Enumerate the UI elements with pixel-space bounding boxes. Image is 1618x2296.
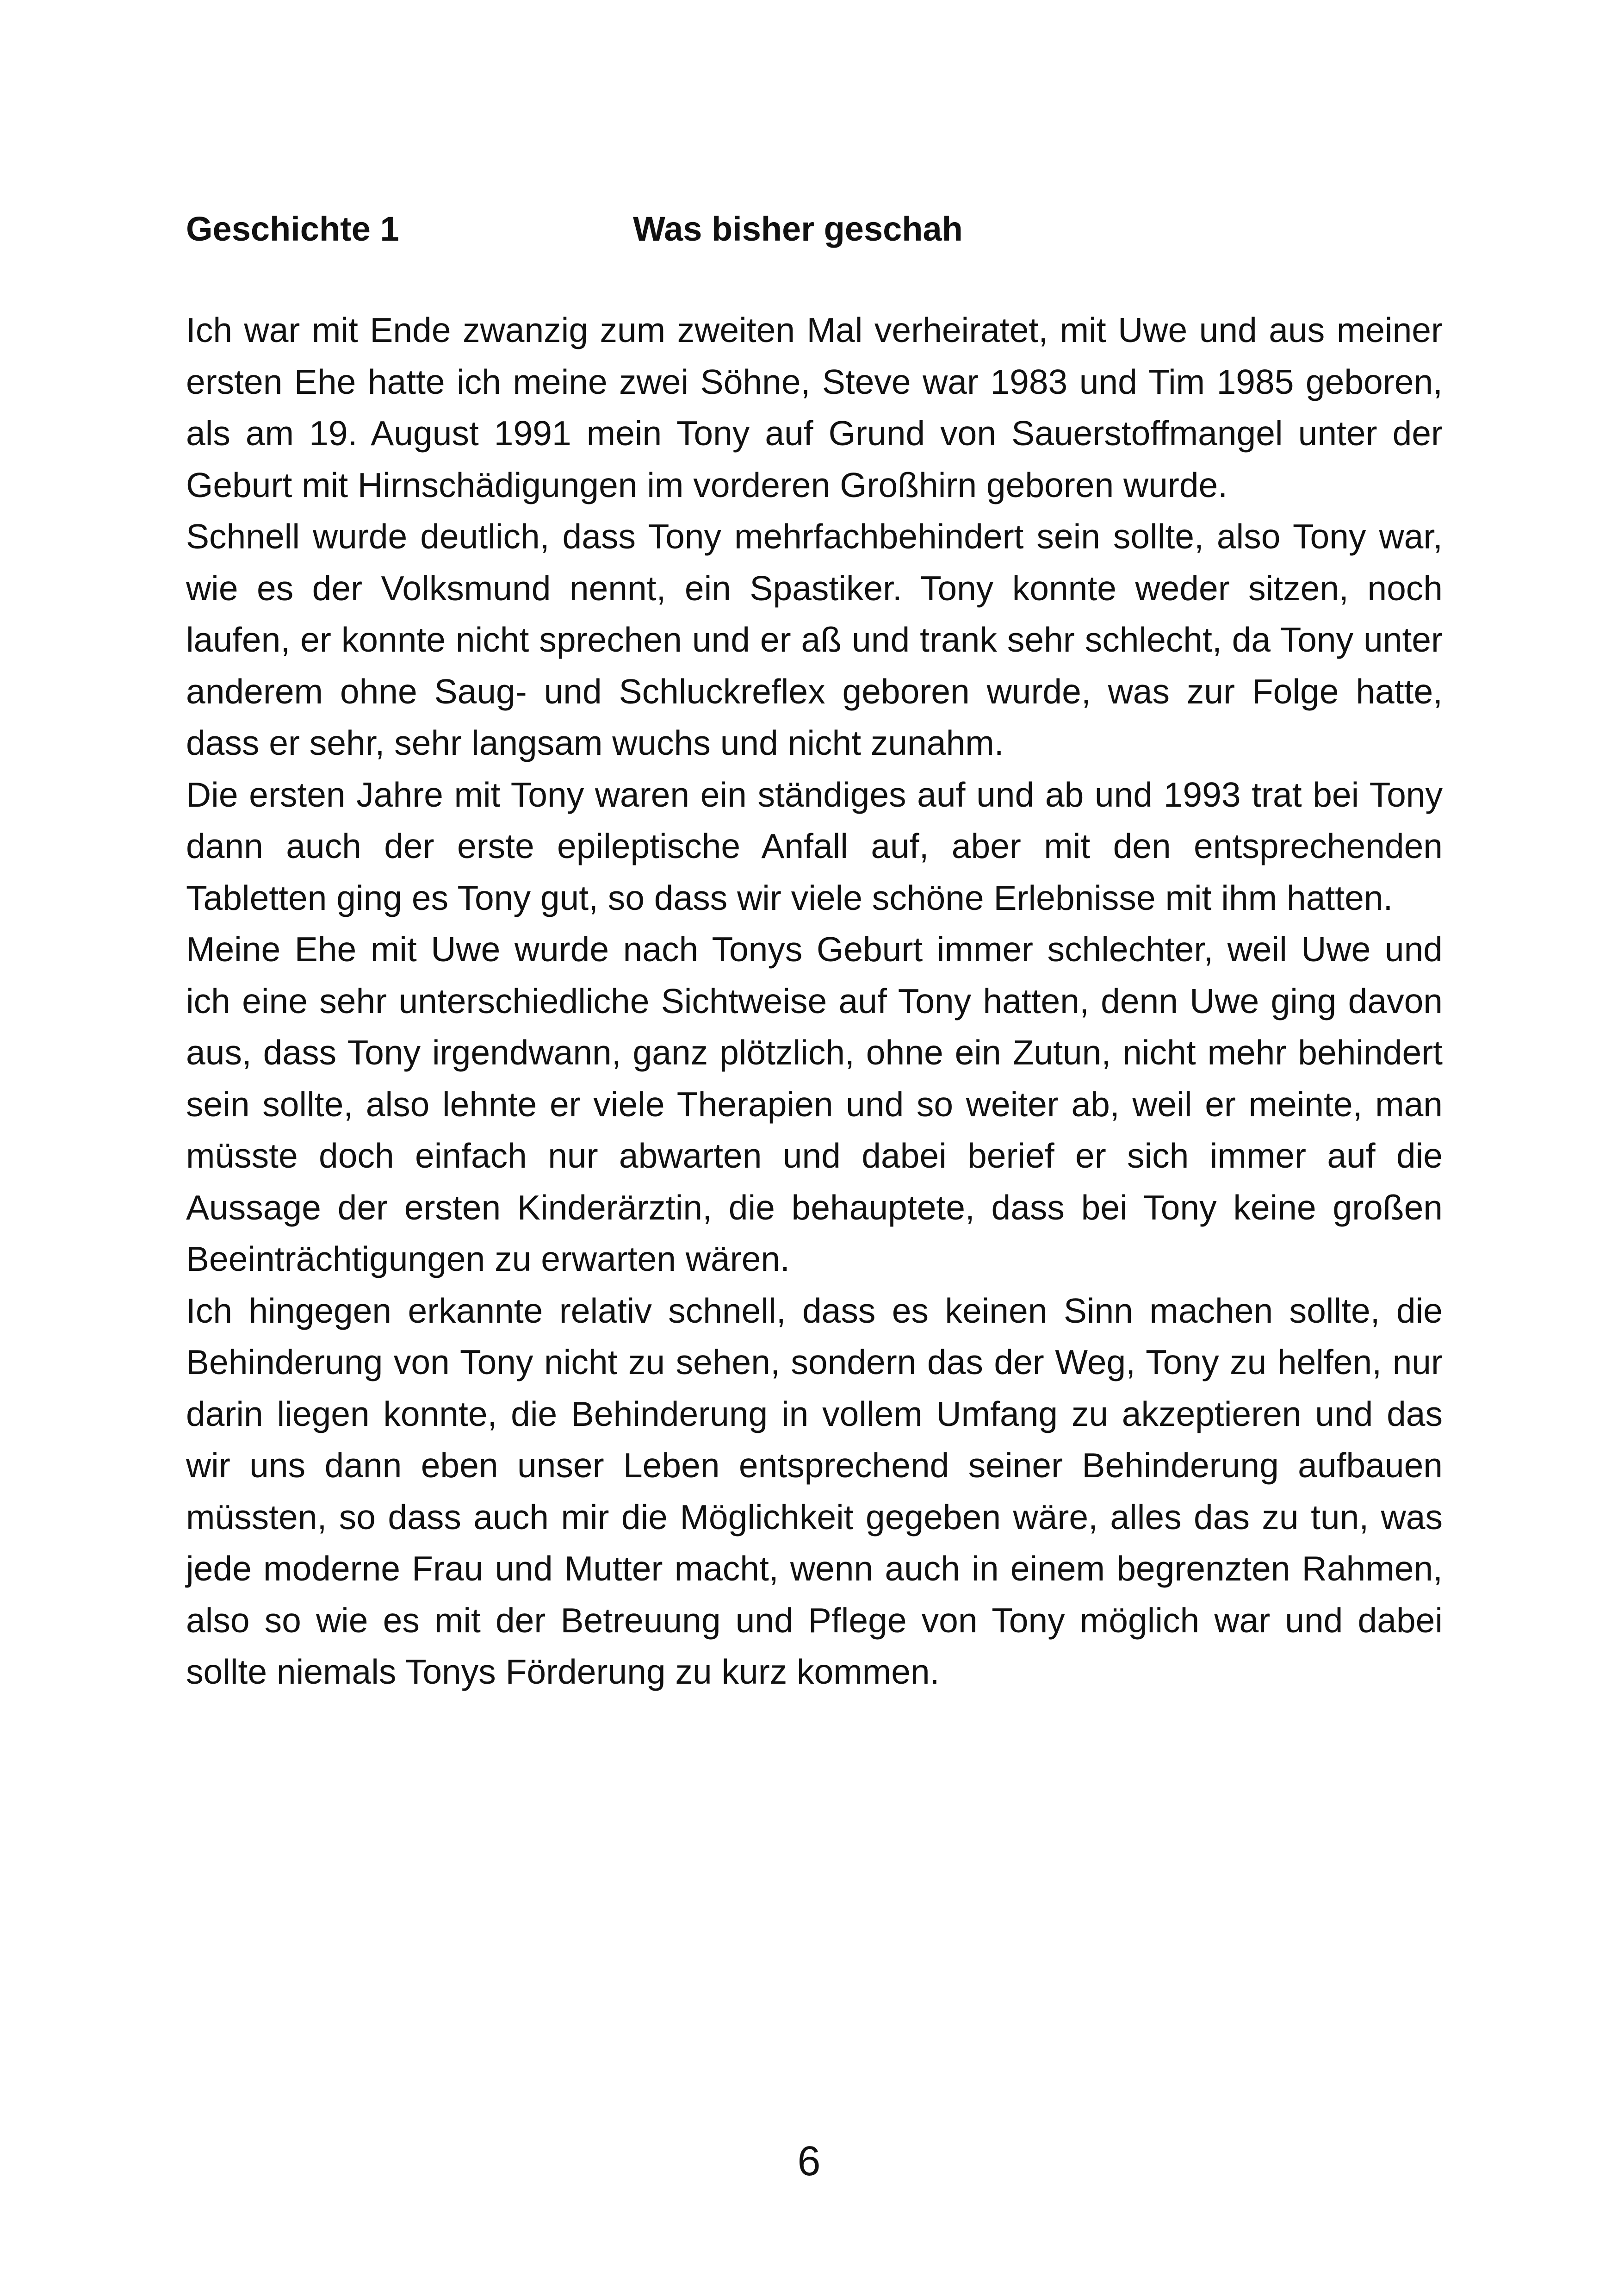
chapter-number: Geschichte 1 <box>186 210 399 248</box>
paragraph: Schnell wurde deutlich, dass Tony mehrfachbehindert sein sollte, also Tony war, wie es der Volksmund nennt, ein Spastiker. Tony konnte weder sitzen, noch laufen, er konnte nicht sprechen und er aß und trank sehr schlecht, da Tony unter anderem ohne Saug- und Schluckreflex geboren wurde, was zur Folge hatte, dass er sehr, sehr langsam wuchs und nicht zunahm. <box>186 517 1443 762</box>
paragraph: Ich war mit Ende zwanzig zum zweiten Mal verheiratet, mit Uwe und aus meiner ersten Ehe hatte ich meine zwei Söhne, Steve war 1983 und Tim 1985 geboren, als am 19. August 1991 mein Tony auf Grund von Sauerstoffmangel unter der Geburt mit Hirnschädigungen im vorderen Großhirn geboren wurde. <box>186 311 1443 504</box>
chapter-title: Was bisher geschah <box>633 210 963 248</box>
paragraph: Meine Ehe mit Uwe wurde nach Tonys Geburt immer schlechter, weil Uwe und ich eine sehr unterschiedliche Sichtweise auf Tony hatten, denn Uwe ging davon aus, dass Tony irgendwann, ganz plötzlich, ohne ein Zutun, nicht mehr behindert sein sollte, also lehnte er viele Therapien und so weiter ab, weil er meinte, man müsste doch einfach nur abwarten und dabei berief er sich immer auf die Aussage der ersten Kinderärztin, die behauptete, dass bei Tony keine großen Beeinträchtigungen zu erwarten wären. <box>186 930 1443 1278</box>
paragraph: Die ersten Jahre mit Tony waren ein ständiges auf und ab und 1993 trat bei Tony dann auch der erste epileptische Anfall auf, aber mit den entsprechenden Tabletten ging es Tony gut, so dass wir viele schöne Erlebnisse mit ihm hatten. <box>186 775 1443 917</box>
paragraph: Ich hingegen erkannte relativ schnell, dass es keinen Sinn machen sollte, die Behinderung von Tony nicht zu sehen, sondern das der Weg, Tony zu helfen, nur darin liegen konnte, die Behinderung in vollem Umfang zu akzeptieren und das wir uns dann eben unser Leben entsprechend seiner Behinderung aufbauen müssten, so dass auch mir die Möglichkeit gegeben wäre, alles das zu tun, was jede moderne Frau und Mutter macht, wenn auch in einem begrenzten Rahmen, also so wie es mit der Betreuung und Pflege von Tony möglich war und dabei sollte niemals Tonys Förderung zu kurz kommen. <box>186 1291 1443 1691</box>
body-text <box>186 305 1443 1698</box>
page-number: 6 <box>797 2138 821 2184</box>
chapter-heading <box>186 204 1435 255</box>
